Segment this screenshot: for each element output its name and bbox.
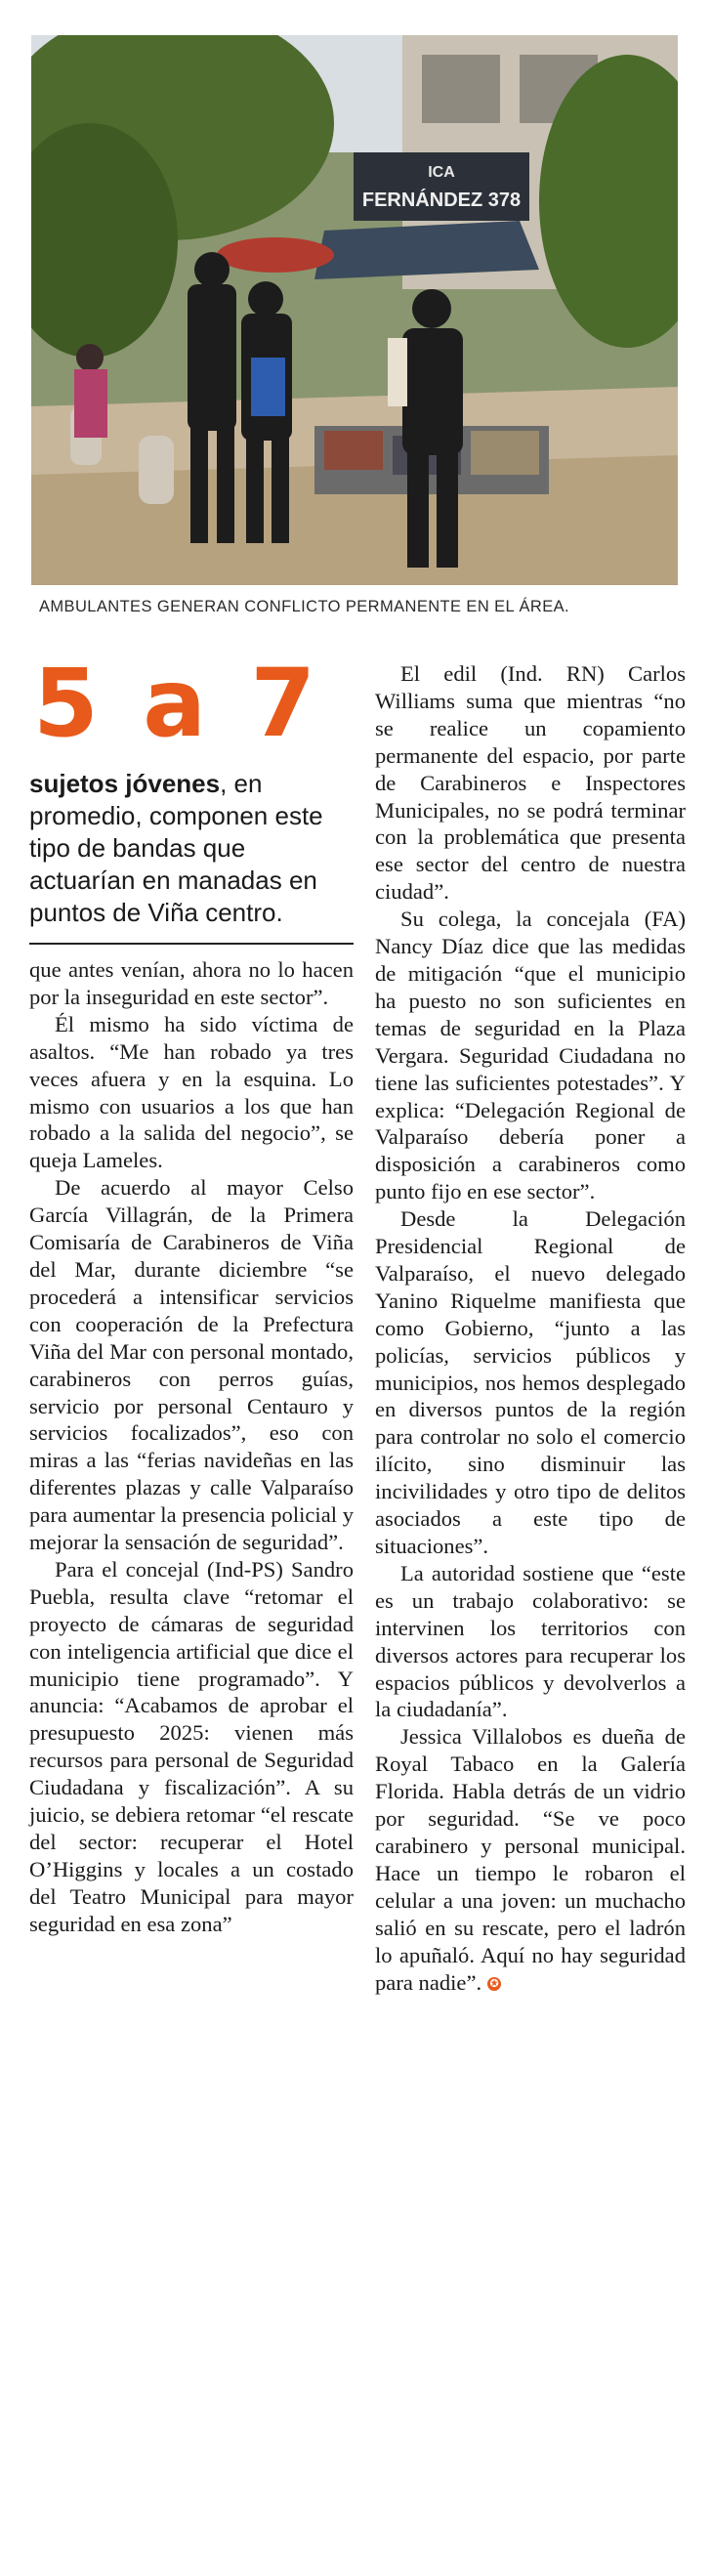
divider-rule	[29, 943, 354, 945]
end-mark-icon: ✪	[487, 1977, 501, 1991]
body-paragraph: Desde la Delegación Presidencial Regional de Valparaíso, el nuevo delegado Yanino Riquelme manifiesta que como Gobierno, “junto a las policías, servicios públicos y municipios, nos hemos desplegado en diversos puntos de la región para controlar no solo el comercio ilícito, sino disminuir las incivilidades y otro tipo de delitos asociados a este tipo de situaciones”.	[375, 1206, 686, 1558]
sign-text: FERNÁNDEZ 378	[361, 190, 522, 211]
right-column	[375, 660, 686, 1996]
highlight-bold-lead: sujetos jóvenes	[29, 769, 221, 798]
street-photo	[31, 35, 678, 585]
body-paragraph: Él mismo ha sido víctima de asaltos. “Me han robado ya tres veces afuera y en la esquina. Lo mismo con usuarios a los que han robado a la salida del negocio”, se queja Lameles.	[29, 1011, 354, 1173]
highlight-number: 5 a 7	[33, 649, 322, 758]
street-scene-illustration	[31, 35, 678, 585]
photo-caption: AMBULANTES GENERAN CONFLICTO PERMANENTE EN EL ÁREA.	[39, 598, 570, 615]
highlight-statement	[29, 768, 354, 929]
body-paragraph: Su colega, la concejala (FA) Nancy Díaz dice que las medidas de mitigación “que el municipio ha puesto no son suficientes en temas de seguridad en la Plaza Vergara. Seguridad Ciudadana no tiene las suficientes potestades”. Y explica: “Delegación Regional de Valparaíso debería poner a disposición a carabineros como punto fijo en ese sector”.	[375, 907, 686, 1204]
last-paragraph-text: Jessica Villalobos es dueña de Royal Tabaco en la Galería Florida. Habla detrás de un vidrio por seguridad. “Se ve poco carabinero y personal municipal. Hace un tiempo le robaron el celular a una joven: un muchacho salió en su rescate, pero el ladrón lo apuñaló. Aquí no hay seguridad para nadie”.	[375, 1724, 686, 1995]
body-paragraph: La autoridad sostiene que “este es un trabajo colaborativo: se intervinen los territorios con diversos actores para recuperar los espacios públicos y devolverlos a la ciudadanía”.	[375, 1560, 686, 1722]
sign-text-top: ICA	[428, 164, 455, 181]
left-column	[29, 649, 354, 1938]
body-paragraph-last	[375, 1723, 686, 1996]
body-paragraph: Para el concejal (Ind-PS) Sandro Puebla, resulta clave “retomar el proyecto de cámaras de seguridad con inteligencia artificial que dice el municipio tiene programado”. Y anuncia: “Acabamos de aprobar el presupuesto 2025: vienen más recursos para personal de Seguridad Ciudadana y fiscalización”. A su juicio, se debiera retomar “el rescate del sector: recuperar el Hotel O’Higgins y locales a un costado del Teatro Municipal para mayor seguridad en esa zona”	[29, 1556, 354, 1936]
body-paragraph: que antes venían, ahora no lo hacen por la inseguridad en este sector”.	[29, 957, 354, 1009]
body-paragraph: De acuerdo al mayor Celso García Villagrán, de la Primera Comisaría de Carabineros de Viña del Mar, durante diciembre “se procederá a intensificar servicios con cooperación de la Prefectura Viña del Mar con personal montado, carabineros con perros guías, servicio por personal Centauro y servicios focalizados”, eso con miras a las “ferias navideñas en las diferentes plazas y calle Valparaíso para aumentar la presencia policial y mejorar la sensación de seguridad”.	[29, 1175, 354, 1555]
highlight-rest: , en promedio, componen este tipo de bandas que actuarían en manadas en puntos de Viña centro.	[29, 769, 323, 927]
body-paragraph: El edil (Ind. RN) Carlos Williams suma que mientras “no se realice un copamiento permanente del espacio, por parte de Carabineros e Inspectores Municipales, no se podrá terminar con la problemática que presenta ese sector del centro de nuestra ciudad”.	[375, 661, 686, 905]
